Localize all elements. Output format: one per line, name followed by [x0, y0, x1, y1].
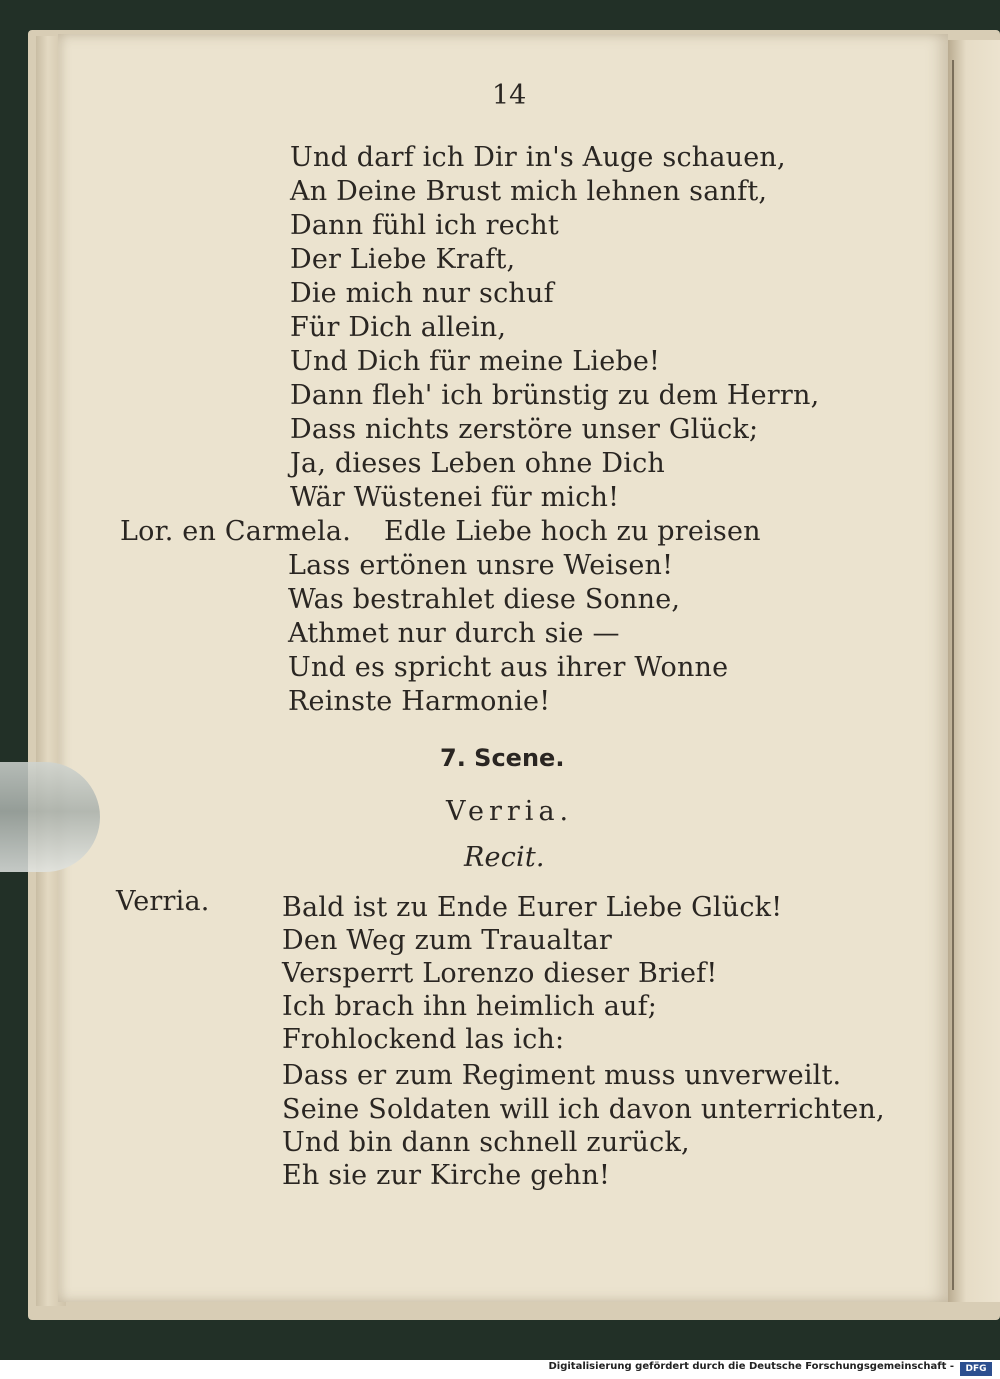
verse-line: Für Dich allein, — [290, 312, 507, 343]
scene-character: Verria. — [446, 796, 574, 827]
verse-line: Eh sie zur Kirche gehn! — [282, 1160, 611, 1191]
verse-line: Wär Wüstenei für mich! — [290, 482, 620, 513]
verse-line: Dass nichts zerstöre unser Glück; — [290, 414, 759, 445]
speaker-label: Lor. en Carmela. — [120, 516, 351, 547]
verse-line: Der Liebe Kraft, — [290, 244, 516, 275]
verse-line: Seine Soldaten will ich davon unterrichten, — [282, 1094, 885, 1125]
verse-line: Lass ertönen unsre Weisen! — [288, 550, 674, 581]
verse-line: Reinste Harmonie! — [288, 686, 551, 717]
page-number: 14 — [492, 80, 527, 111]
speaker-label: Verria. — [116, 886, 210, 917]
digitization-credit: Digitalisierung gefördert durch die Deutsche Forschungsgemeinschaft - — [548, 1361, 954, 1372]
book-spine — [952, 60, 954, 1290]
verse-line: Und Dich für meine Liebe! — [290, 346, 661, 377]
verse-line: Den Weg zum Traualtar — [282, 925, 612, 956]
verse-line: Edle Liebe hoch zu preisen — [384, 516, 761, 547]
verse-line: An Deine Brust mich lehnen sanft, — [290, 176, 768, 207]
verse-line: Athmet nur durch sie — — [288, 618, 620, 649]
verse-line: Versperrt Lorenzo dieser Brief! — [282, 958, 718, 989]
verse-line: Dann fühl ich recht — [290, 210, 559, 241]
verse-line: Frohlockend las ich: — [282, 1024, 565, 1055]
verse-line: Dann fleh' ich brünstig zu dem Herrn, — [290, 380, 820, 411]
dfg-logo: DFG — [960, 1362, 992, 1376]
verse-line: Die mich nur schuf — [290, 278, 554, 309]
verse-line: Und darf ich Dir in's Auge schauen, — [290, 142, 786, 173]
verse-line: Dass er zum Regiment muss unverweilt. — [282, 1060, 842, 1091]
facing-page-edge — [948, 40, 1000, 1302]
verse-line: Ich brach ihn heimlich auf; — [282, 991, 658, 1022]
section-label: Recit. — [464, 842, 545, 873]
verse-line: Und bin dann schnell zurück, — [282, 1127, 690, 1158]
verse-line: Bald ist zu Ende Eurer Liebe Glück! — [282, 892, 783, 923]
verse-line: Was bestrahlet diese Sonne, — [288, 584, 681, 615]
scene-heading: 7. Scene. — [440, 744, 565, 772]
verse-line: Und es spricht aus ihrer Wonne — [288, 652, 729, 683]
verse-line: Ja, dieses Leben ohne Dich — [290, 448, 665, 479]
